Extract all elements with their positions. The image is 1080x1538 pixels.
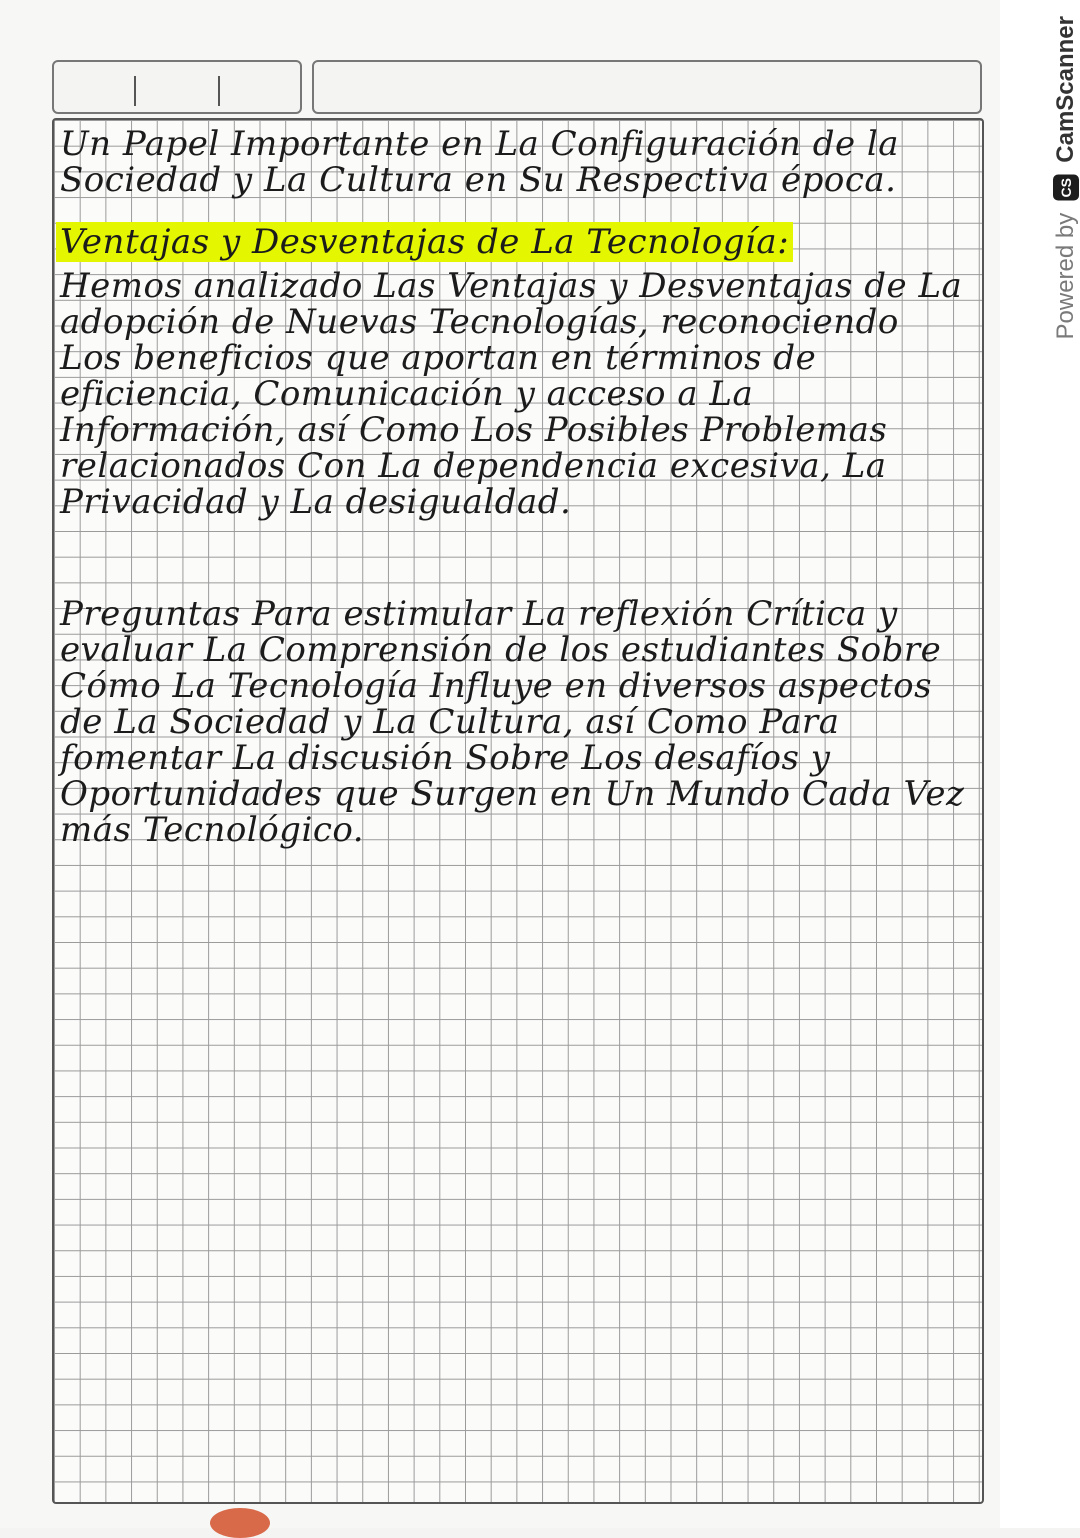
header-tick xyxy=(134,76,136,106)
paragraph-questions: Preguntas Para estimular La reflexión Crítica y evaluar La Comprensión de los estudiantes Sobre Cómo La Tecnología Influye en diversos aspectos de La Sociedad y La Cultura, así Como Para fomentar La discusión Sobre Los desafíos y Oportunidades que Surgen en Un Mundo Cada Vez más Tecnológico. xyxy=(60,594,965,850)
finger-shadow xyxy=(210,1508,270,1538)
paragraph-analysis: Hemos analizado Las Ventajas y Desventajas de La adopción de Nuevas Tecnologías, reconociendo Los beneficios que aportan en términos de eficiencia, Comunicación y acceso a La Información, así Como Los Posibles Problemas relacionados Con La dependencia excesiva, La Privacidad y La desigualdad. xyxy=(60,266,963,522)
header-tick xyxy=(218,76,220,106)
header-box-left xyxy=(52,60,302,114)
camscanner-brand: CamScanner xyxy=(1052,16,1079,163)
section-heading: Ventajas y Desventajas de La Tecnología: xyxy=(56,222,793,262)
heading-container xyxy=(56,224,793,260)
camscanner-logo-icon: CS xyxy=(1053,175,1079,201)
paragraph-intro: Un Papel Importante en La Configuración de la Sociedad y La Cultura en Su Respectiva época. xyxy=(60,124,900,200)
powered-by-label: Powered by xyxy=(1052,212,1079,340)
camscanner-watermark xyxy=(1052,16,1080,339)
header-box-right xyxy=(312,60,982,114)
